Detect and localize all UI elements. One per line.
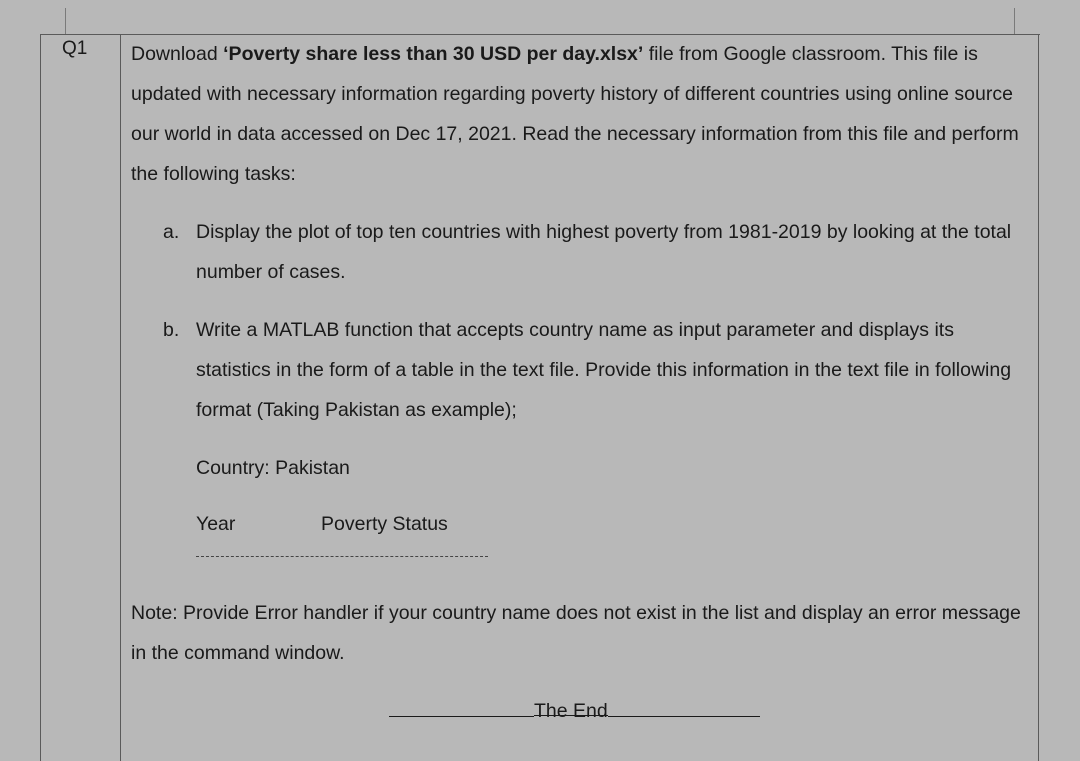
task-b-marker: b. xyxy=(163,319,180,341)
example-dashed-separator xyxy=(196,556,488,557)
end-right-underline xyxy=(608,692,760,717)
task-a-text: Display the plot of top ten countries with highest poverty from 1981-2019 by looking at the total number of cases. xyxy=(196,221,1012,283)
question-content xyxy=(131,34,1031,731)
intro-suffix: file from Google classroom. This file is updated with necessary information regarding poverty history of different countries using online source our world in data accessed on Dec 17, 2021. Read the necessary information from this file and perform the following tasks: xyxy=(131,43,1019,185)
task-b xyxy=(163,310,1031,430)
table-left-border xyxy=(40,34,41,761)
example-table-header xyxy=(196,504,1031,544)
example-country-line: Country: Pakistan xyxy=(196,457,350,479)
question-intro xyxy=(131,34,1031,194)
example-col-year: Year xyxy=(196,513,236,535)
table-column-divider xyxy=(120,34,121,761)
example-format xyxy=(196,448,1031,557)
intro-filename: ‘Poverty share less than 30 USD per day.xlsx’ xyxy=(223,43,644,65)
task-a xyxy=(163,212,1031,292)
top-left-tick xyxy=(65,8,66,34)
end-line xyxy=(131,691,1031,731)
task-a-marker: a. xyxy=(163,221,180,243)
end-left-underline xyxy=(389,692,534,717)
task-b-text: Write a MATLAB function that accepts country name as input parameter and displays its statistics in the form of a table in the text file. Provide this information in the text file in following format (Taking Pakistan as example); xyxy=(196,319,1012,421)
question-number: Q1 xyxy=(62,38,88,59)
table-right-border xyxy=(1038,34,1039,761)
end-wrap xyxy=(389,691,760,731)
note-text: Note: Provide Error handler if your country name does not exist in the list and display an error message in the command window. xyxy=(131,602,1021,664)
top-right-tick xyxy=(1014,8,1015,34)
example-col-status: Poverty Status xyxy=(321,513,448,535)
end-text: The End xyxy=(534,691,608,716)
intro-prefix: Download xyxy=(131,43,224,65)
